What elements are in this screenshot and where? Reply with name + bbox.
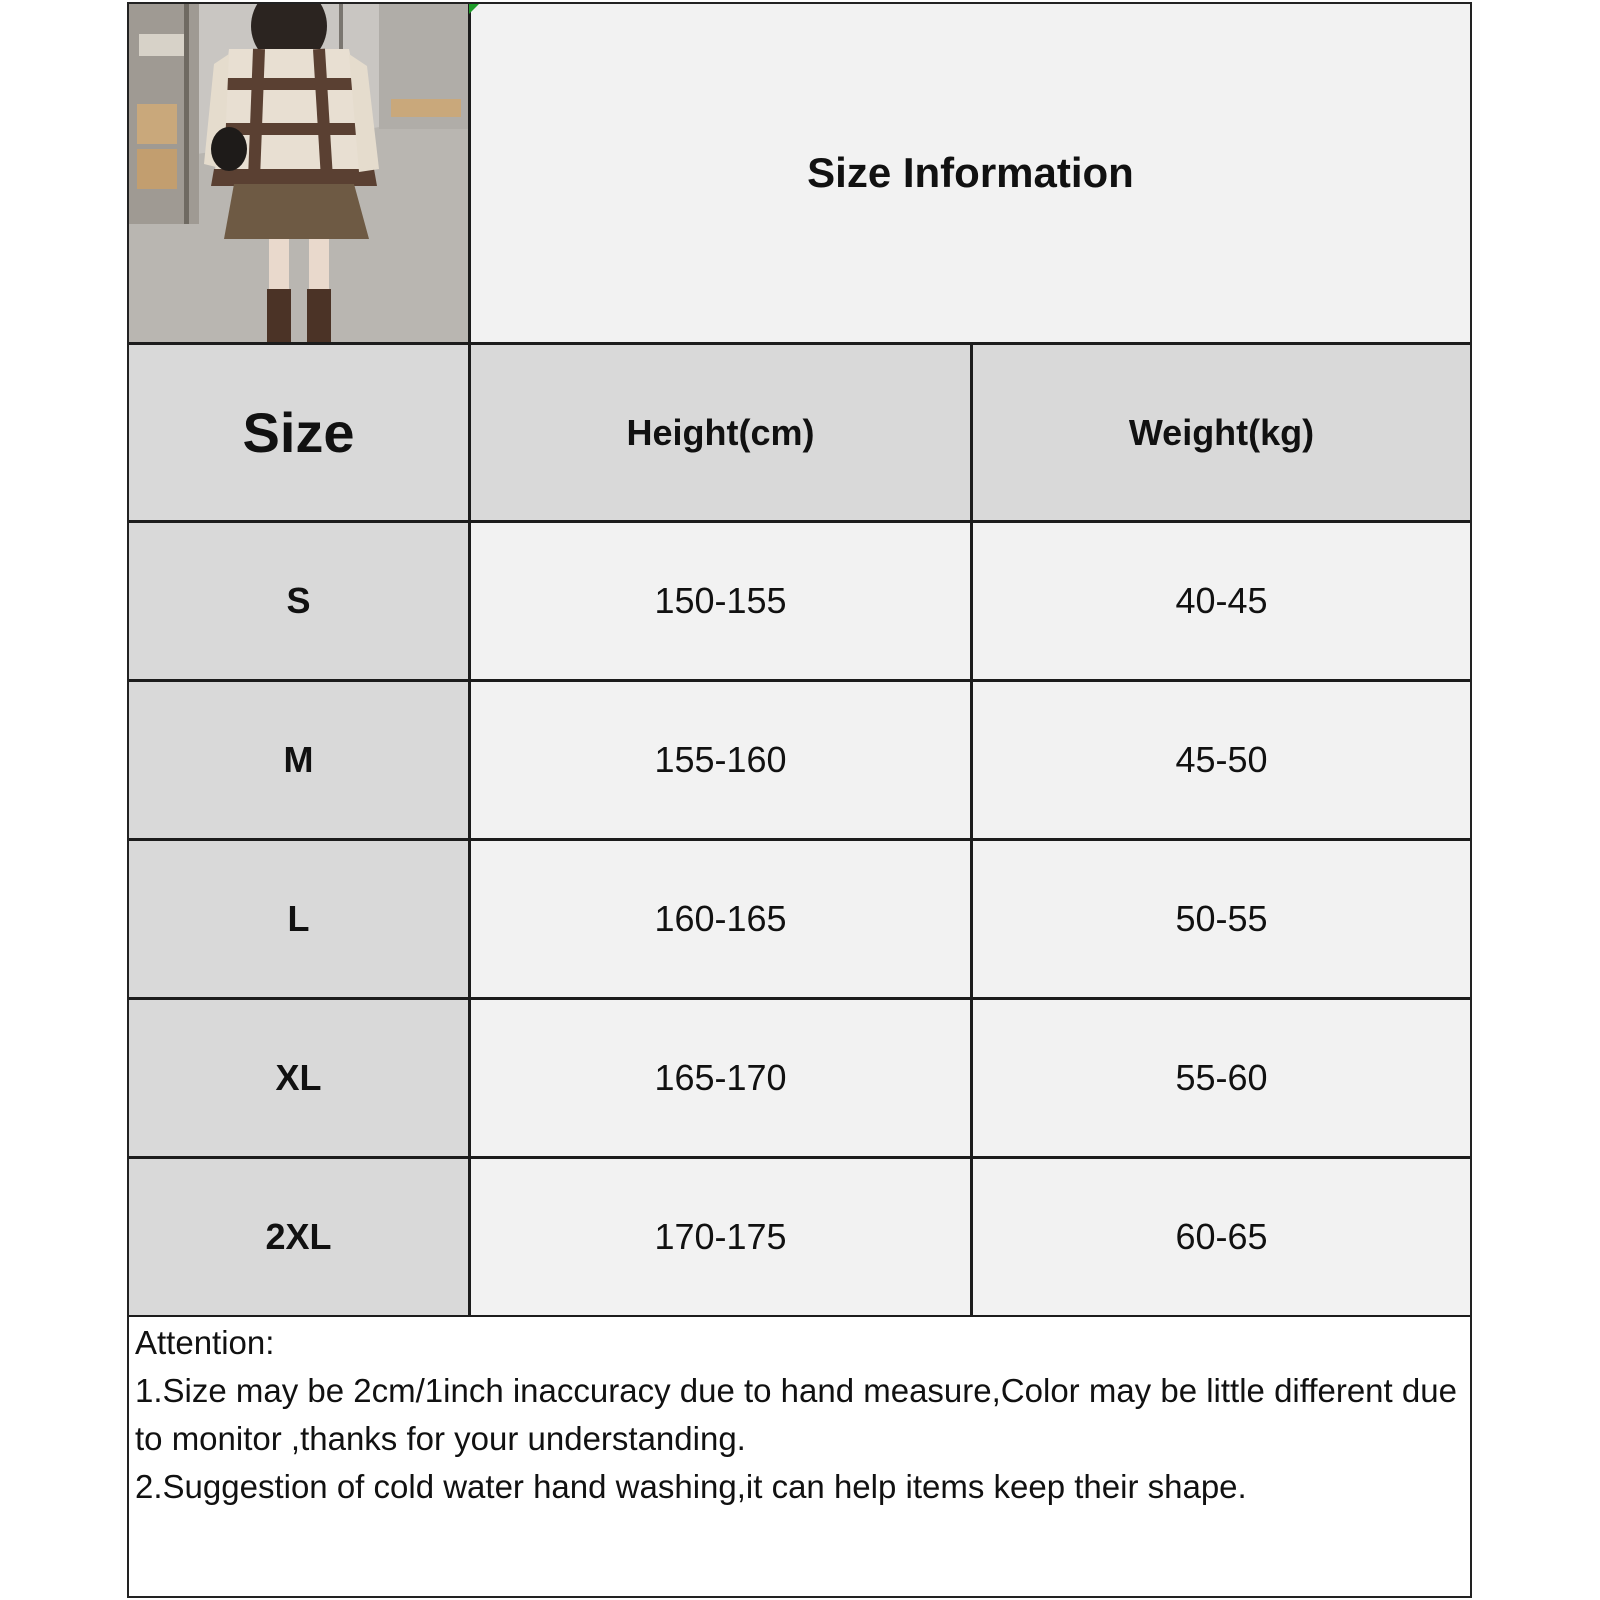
note-line-1: 1.Size may be 2cm/1inch inaccuracy due to hand measure,Color may be little different due to monitor ,thanks for your understanding.	[135, 1372, 1467, 1457]
model-photo-illustration	[129, 4, 468, 342]
height-cell: 150-155	[471, 523, 973, 679]
title-row	[129, 4, 1470, 345]
table-row	[129, 1159, 1470, 1318]
weight-cell: 40-45	[973, 523, 1470, 679]
notes-heading: Attention:	[135, 1324, 275, 1361]
size-cell: XL	[129, 1000, 471, 1156]
height-cell: 155-160	[471, 682, 973, 838]
size-cell: S	[129, 523, 471, 679]
table-row	[129, 1000, 1470, 1159]
height-column-header: Height(cm)	[471, 345, 973, 520]
weight-column-header: Weight(kg)	[973, 345, 1470, 520]
height-cell: 160-165	[471, 841, 973, 997]
page-title: Size Information	[471, 4, 1470, 342]
size-cell: L	[129, 841, 471, 997]
weight-cell: 45-50	[973, 682, 1470, 838]
column-header-row	[129, 345, 1470, 523]
size-column-header: Size	[129, 345, 471, 520]
table-row	[129, 841, 1470, 1000]
size-chart	[127, 2, 1472, 1598]
product-photo	[129, 4, 471, 342]
size-cell: 2XL	[129, 1159, 471, 1315]
height-cell: 165-170	[471, 1000, 973, 1156]
attention-notes	[129, 1317, 1470, 1596]
table-row	[129, 523, 1470, 682]
cell-marker	[469, 4, 479, 14]
size-cell: M	[129, 682, 471, 838]
weight-cell: 60-65	[973, 1159, 1470, 1315]
note-line-2: 2.Suggestion of cold water hand washing,it can help items keep their shape.	[135, 1468, 1247, 1505]
weight-cell: 50-55	[973, 841, 1470, 997]
height-cell: 170-175	[471, 1159, 973, 1315]
weight-cell: 55-60	[973, 1000, 1470, 1156]
table-row	[129, 682, 1470, 841]
